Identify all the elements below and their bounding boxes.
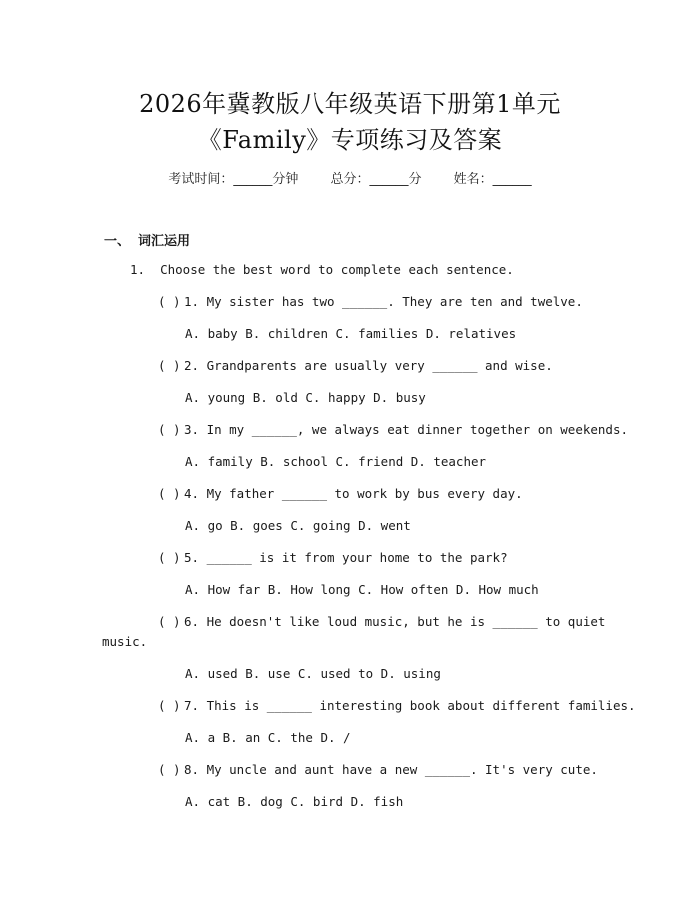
- question-options: A. go B. goes C. going D. went: [185, 518, 411, 533]
- question-2: [158, 358, 553, 373]
- exam-time: 考试时间：______分钟: [168, 172, 299, 187]
- question-options: A. young B. old C. happy D. busy: [185, 390, 426, 405]
- question-options: A. a B. an C. the D. /: [185, 730, 351, 745]
- question-7: [158, 698, 636, 713]
- question-options: A. used B. use C. used to D. using: [185, 666, 441, 681]
- answer-bracket: ( ): [158, 486, 181, 501]
- page-title-line1: 2026年冀教版八年级英语下册第1单元: [139, 90, 561, 118]
- student-name: 姓名：______: [453, 172, 532, 187]
- question-stem: 1. My sister has two ______. They are ten and twelve.: [184, 294, 583, 309]
- exam-meta: [0, 168, 700, 187]
- question-6: [158, 614, 605, 629]
- question-3: [158, 422, 628, 437]
- question-8: [158, 762, 598, 777]
- question-stem: 5. ______ is it from your home to the park?: [184, 550, 508, 565]
- answer-bracket: ( ): [158, 358, 181, 373]
- question-options: A. How far B. How long C. How often D. How much: [185, 582, 539, 597]
- answer-bracket: ( ): [158, 698, 181, 713]
- total-score: 总分：______分: [330, 172, 422, 187]
- question-stem: 3. In my ______, we always eat dinner together on weekends.: [184, 422, 629, 437]
- question-5: [158, 550, 508, 565]
- question-options: A. baby B. children C. families D. relatives: [185, 326, 517, 341]
- answer-bracket: ( ): [158, 614, 181, 629]
- instruction: 1. Choose the best word to complete each sentence.: [130, 262, 514, 277]
- section-heading: [104, 230, 190, 249]
- question-options: A. family B. school C. friend D. teacher: [185, 454, 487, 469]
- question-options: A. cat B. dog C. bird D. fish: [185, 794, 404, 809]
- question-stem: 7. This is ______ interesting book about different families.: [184, 698, 636, 713]
- answer-bracket: ( ): [158, 762, 181, 777]
- question-stem: 8. My uncle and aunt have a new ______. It's very cute.: [184, 762, 598, 777]
- question-4: [158, 486, 523, 501]
- section-title: 词汇运用: [138, 234, 191, 249]
- answer-bracket: ( ): [158, 294, 181, 309]
- page-title-line2: 《Family》专项练习及答案: [197, 126, 503, 154]
- answer-bracket: ( ): [158, 422, 181, 437]
- answer-bracket: ( ): [158, 550, 181, 565]
- question-stem: 2. Grandparents are usually very ______ and wise.: [184, 358, 553, 373]
- question-stem: 6. He doesn't like loud music, but he is ______ to quiet: [184, 614, 606, 629]
- section-number: 一、: [104, 234, 131, 249]
- question-stem: 4. My father ______ to work by bus every day.: [184, 486, 523, 501]
- question-stem-continuation: music.: [102, 634, 148, 649]
- question-1: [158, 294, 583, 309]
